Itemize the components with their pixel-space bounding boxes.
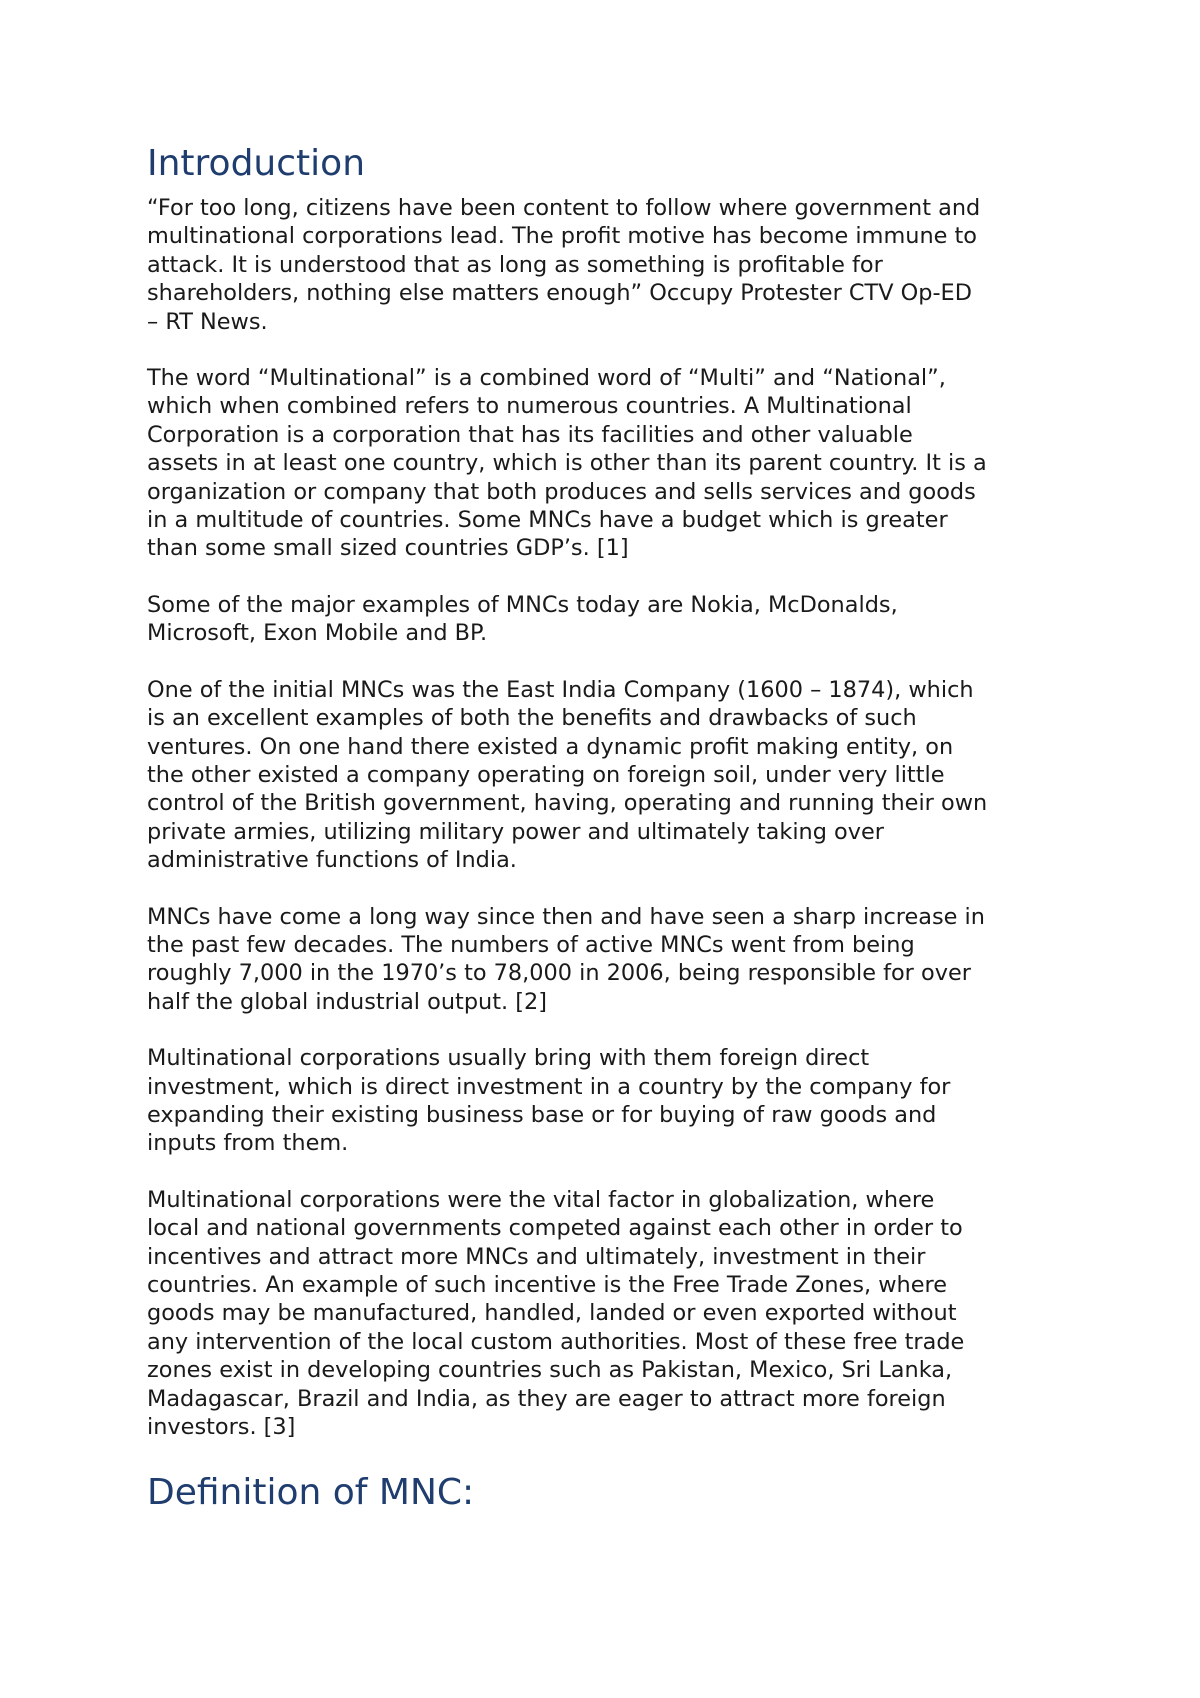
- paragraph-definition-word: The word “Multinational” is a combined word of “Multi” and “National”, which when combined refers to numerous countries. A Multinational Corporation is a corporation that has its facilities and other valuable assets in at least one country, which is other than its parent country. It is a organization or company that both produces and sells services and goods in a multitude of countries. Some MNCs have a budget which is greater than some small sized countries GDP’s. [1]: [147, 365, 987, 562]
- heading-definition-of-mnc: Definition of MNC:: [147, 1472, 475, 1514]
- heading-introduction: Introduction: [147, 143, 366, 184]
- paragraph-fdi: Multinational corporations usually bring with them foreign direct investment, which is direct investment in a country by the company for expanding their existing business base or for buying of raw goods and inputs from them.: [147, 1045, 951, 1157]
- paragraph-growth: MNCs have come a long way since then and have seen a sharp increase in the past few decades. The numbers of active MNCs went from being roughly 7,000 in the 1970’s to 78,000 in 2006, being responsible for over half the global industrial output. [2]: [147, 903, 985, 1015]
- paragraph-globalization: Multinational corporations were the vital factor in globalization, where local and national governments competed against each other in order to incentives and attract more MNCs and ultimately, investment in their countries. An example of such incentive is the Free Trade Zones, where goods may be manufactured, handled, landed or even exported without any intervention of the local custom authorities. Most of these free trade zones exist in developing countries such as Pakistan, Mexico, Sri Lanka, Madagascar, Brazil and India, as they are eager to attract more foreign investors. [3]: [147, 1186, 965, 1441]
- document-body: [147, 140, 1087, 1523]
- paragraph-east-india-company: One of the initial MNCs was the East India Company (1600 – 1874), which is an excellent examples of both the benefits and drawbacks of such ventures. On one hand there existed a dynamic profit making entity, on the other existed a company operating on foreign soil, under very little control of the British government, having, operating and running their own private armies, utilizing military power and ultimately taking over administrative functions of India.: [147, 676, 988, 874]
- paragraph-quote: “For too long, citizens have been content to follow where government and multinational corporations lead. The profit motive has become immune to attack. It is understood that as long as something is profitable for shareholders, nothing else matters enough” Occupy Protester CTV Op-ED – RT News.: [147, 195, 981, 335]
- paragraph-examples: Some of the major examples of MNCs today are Nokia, McDonalds, Microsoft, Exon Mobile and BP.: [147, 591, 898, 647]
